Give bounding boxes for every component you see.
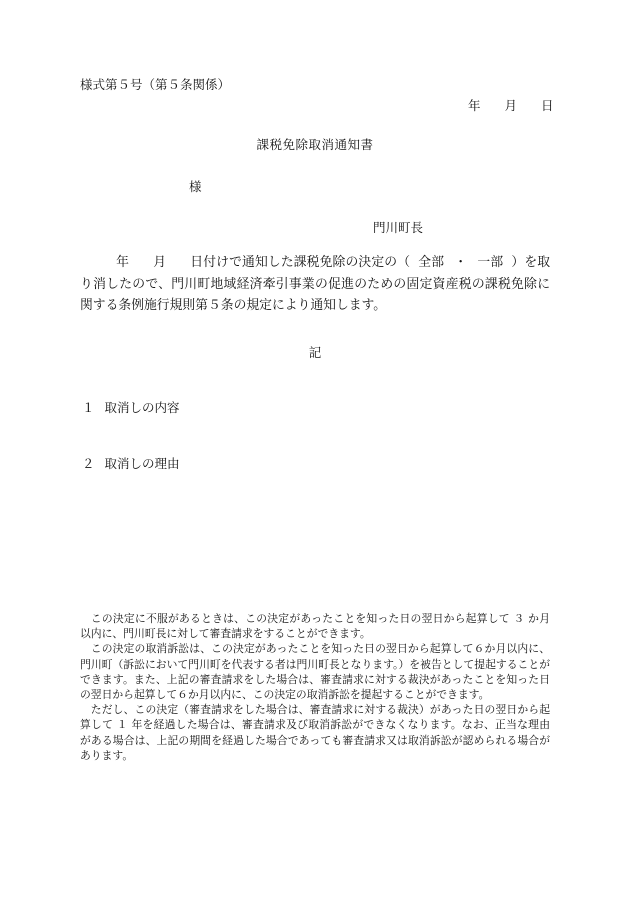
date-month: 月: [504, 98, 518, 113]
body-text-2: ）を取り消したので、門川町地域経済牽引事業の促進のための固定資産税の課税免除に関する条例施行規則第５条の規定により通知します。: [80, 255, 551, 313]
item-reason: [82, 455, 180, 473]
form-number: 様式第５号（第５条関係）: [80, 77, 231, 92]
notice-paragraph: ただし、この決定（審査請求をした場合は、審査請求に対する裁決）があった日の翌日から起算して １ 年を経過した場合は、審査請求及び取消訴訟ができなくなります。なお、正当な理由がある場合は、上記の期間を経過した場合であっても審査請求又は取消訴訟が認められる場合があります。: [80, 703, 550, 762]
option-part: 一部: [477, 255, 504, 270]
option-separator: ・: [454, 255, 468, 270]
item-label: 取消しの理由: [104, 456, 180, 471]
issuer-name: 門川町長: [373, 220, 424, 235]
body-month: 月: [153, 255, 167, 270]
item-number: ２: [82, 456, 95, 471]
document-title: 課税免除取消通知書: [256, 137, 374, 152]
ki-heading: 記: [308, 345, 322, 360]
option-all: 全部: [418, 255, 445, 270]
notice-paragraph: この決定の取消訴訟は、この決定があったことを知った日の翌日から起算して６か月以内に、門川町（訴訟において門川町を代表する者は門川町長となります。）を被告として提起することができます。また、上記の審査請求をした場合は、審査請求に対する裁決があったことを知った日の翌日から起算して６か月以内に、この決定の取消訴訟を提起することができます。: [80, 642, 550, 702]
item-content: [82, 399, 180, 417]
body-text: [80, 252, 550, 317]
date-day: 日: [541, 98, 554, 113]
body-year: 年: [116, 255, 130, 270]
body-text-1: 日付けで通知した課税免除の決定の（: [190, 255, 411, 270]
item-number: １: [82, 400, 95, 415]
item-label: 取消しの内容: [104, 400, 180, 415]
addressee-suffix: 様: [189, 179, 202, 194]
date-year: 年: [468, 98, 481, 113]
date-line: [468, 97, 554, 115]
appeal-notice: [80, 611, 550, 763]
notice-paragraph: この決定に不服があるときは、この決定があったことを知った日の翌日から起算して ３ か月以内に、門川町長に対して審査請求をすることができます。: [80, 612, 550, 641]
